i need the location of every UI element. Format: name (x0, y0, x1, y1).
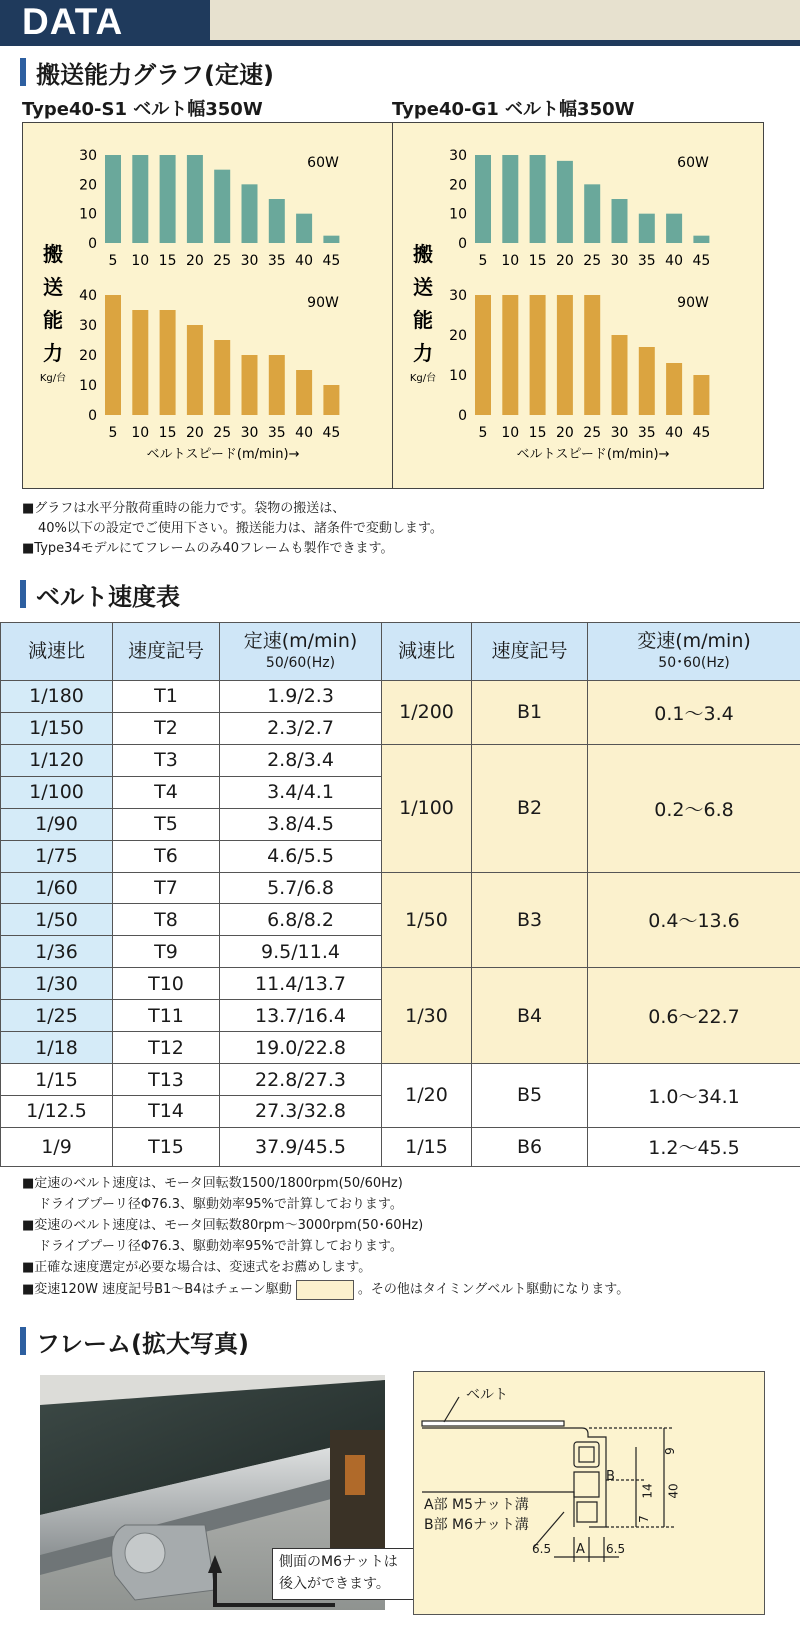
cell-ratio: 1/50 (1, 904, 113, 936)
y-tick-label: 0 (458, 408, 467, 424)
table-row (1, 872, 800, 904)
cell-ratio: 1/180 (1, 681, 113, 713)
table-note-2: ドライブプーリ径Φ76.3、駆動効率95%で計算しております。 (38, 1197, 403, 1212)
cell-ratio: 1/25 (1, 1000, 113, 1032)
x-tick-label: 10 (131, 425, 150, 441)
bar (557, 161, 573, 243)
frame-cross-section-diagram (413, 1371, 765, 1615)
y-tick-label: 40 (79, 288, 97, 304)
x-tick-label: 35 (637, 253, 656, 269)
th-fixed-sub: 50/60(Hz) (265, 654, 336, 671)
x-tick-label: 20 (555, 425, 574, 441)
x-tick-label: 30 (610, 253, 629, 269)
y-axis-label-char: 搬 (413, 242, 433, 266)
section-title: フレーム(拡大写真) (36, 1329, 249, 1358)
chart-panel-g1 (392, 122, 764, 489)
chart-svg-g1 (393, 123, 763, 488)
th-code: 速度記号 (113, 623, 220, 681)
bar (666, 363, 682, 415)
chart-svg-s1 (23, 123, 393, 488)
section-marker (20, 1327, 26, 1355)
bar (160, 310, 176, 415)
th-ratio2: 減速比 (382, 623, 472, 681)
header-underline (210, 40, 800, 46)
y-axis-label-char: 能 (43, 308, 63, 332)
bar (132, 155, 148, 243)
graph-note-3: ■Type34モデルにてフレームのみ40フレームも製作できます。 (22, 541, 394, 556)
y-tick-label: 10 (449, 368, 467, 384)
x-tick-label: 35 (637, 425, 656, 441)
cell-fixed-speed: 2.3/2.7 (220, 712, 382, 744)
bar (214, 170, 230, 243)
graph-note-2: 40%以下の設定でご使用下さい。搬送能力は、諸条件で変動します。 (38, 521, 443, 536)
cell-var-ratio: 1/15 (382, 1127, 472, 1166)
x-tick-label: 45 (692, 253, 711, 269)
bar (475, 295, 491, 415)
table-body (1, 681, 800, 1167)
x-tick-label: 5 (478, 425, 488, 441)
table-header-row (1, 623, 800, 681)
y-tick-label: 10 (79, 206, 97, 223)
bar (187, 325, 203, 415)
x-tick-label: 40 (665, 253, 684, 269)
mark-a: A (576, 1542, 585, 1557)
x-tick-label: 45 (322, 253, 341, 269)
x-tick-label: 15 (528, 253, 547, 269)
table-row (1, 744, 800, 776)
cell-fixed-speed: 6.8/8.2 (220, 904, 382, 936)
cell-fixed-speed: 3.8/4.5 (220, 808, 382, 840)
bar (666, 214, 682, 243)
th-fixed-label: 定速(m/min) (243, 629, 358, 652)
cell-ratio: 1/75 (1, 840, 113, 872)
bar (160, 155, 176, 243)
legend-note-before: ■変速120W 速度記号B1～B4はチェーン駆動 (22, 1282, 292, 1297)
legend-note-after: 。その他はタイミングベルト駆動になります。 (357, 1282, 630, 1297)
cell-fixed-speed: 27.3/32.8 (220, 1095, 382, 1127)
cell-code: T11 (113, 1000, 220, 1032)
x-tick-label: 40 (295, 425, 314, 441)
cell-code: T2 (113, 712, 220, 744)
cell-code: T3 (113, 744, 220, 776)
cell-code: T7 (113, 872, 220, 904)
y-tick-label: 30 (449, 148, 467, 164)
series-label: 60W (677, 155, 709, 171)
cell-ratio: 1/60 (1, 872, 113, 904)
section-title: 搬送能力グラフ(定速) (36, 60, 274, 89)
bar (323, 236, 339, 243)
bar (530, 155, 546, 243)
th-var-sub: 50･60(Hz) (658, 654, 730, 671)
section-heading-capacity (20, 56, 274, 88)
belt-label: ベルト (466, 1387, 508, 1403)
cell-code: T6 (113, 840, 220, 872)
cell-ratio: 1/100 (1, 776, 113, 808)
y-tick-label: 20 (449, 328, 467, 344)
bar (269, 355, 285, 415)
y-tick-label: 20 (79, 348, 97, 364)
dim-40: 40 (666, 1483, 681, 1499)
x-tick-label: 10 (131, 253, 150, 269)
bar (639, 214, 655, 243)
y-tick-label: 0 (88, 236, 97, 252)
x-axis-label: ベルトスピード(m/min)→ (516, 447, 670, 462)
dim-6-5-right: 6.5 (606, 1542, 626, 1556)
cell-code: T14 (113, 1095, 220, 1127)
th-fixed (220, 623, 382, 681)
y-tick-label: 0 (88, 408, 97, 424)
cell-code: T12 (113, 1032, 220, 1064)
x-tick-label: 35 (267, 253, 286, 269)
a-part-label: A部 M5ナット溝 (424, 1497, 529, 1513)
cell-var-range: 1.0～34.1 (588, 1064, 800, 1128)
y-axis-unit: Kg/台 (409, 373, 437, 384)
bar (105, 155, 121, 243)
y-tick-label: 30 (449, 288, 467, 304)
table-note-1: ■定速のベルト速度は、モータ回転数1500/1800rpm(50/60Hz) (22, 1176, 403, 1191)
bar (557, 295, 573, 415)
cell-ratio: 1/12.5 (1, 1095, 113, 1127)
cell-var-range: 0.2～6.8 (588, 744, 800, 872)
bar (323, 385, 339, 415)
x-tick-label: 20 (555, 253, 574, 269)
cell-code: T1 (113, 681, 220, 713)
panel-title-s1: Type40-S1 ベルト幅350W (22, 99, 263, 120)
cell-ratio: 1/30 (1, 968, 113, 1000)
cell-var-ratio: 1/20 (382, 1064, 472, 1128)
cell-fixed-speed: 37.9/45.5 (220, 1127, 382, 1166)
table-note-3: ■変速のベルト速度は、モータ回転数80rpm～3000rpm(50･60Hz) (22, 1218, 424, 1233)
cell-var-code: B6 (472, 1127, 588, 1166)
y-tick-label: 20 (449, 177, 467, 194)
series-label: 90W (307, 295, 339, 311)
page-title: DATA (22, 1, 124, 42)
th-var-label: 変速(m/min) (637, 629, 751, 652)
bar (502, 155, 518, 243)
x-tick-label: 5 (108, 253, 118, 269)
dim-7: 7 (636, 1515, 651, 1523)
table-row (1, 681, 800, 713)
cell-fixed-speed: 9.5/11.4 (220, 936, 382, 968)
th-ratio: 減速比 (1, 623, 113, 681)
bar (475, 155, 491, 243)
section-title: ベルト速度表 (36, 582, 180, 611)
cell-fixed-speed: 22.8/27.3 (220, 1064, 382, 1096)
page-header (0, 0, 800, 46)
mark-b: B (606, 1469, 615, 1484)
cell-var-range: 1.2～45.5 (588, 1127, 800, 1166)
section-marker (20, 580, 26, 608)
cell-var-range: 0.6～22.7 (588, 968, 800, 1064)
x-tick-label: 15 (158, 253, 177, 269)
bar (269, 199, 285, 243)
y-axis-label-char: 送 (413, 275, 433, 299)
th-var (588, 623, 800, 681)
cell-ratio: 1/15 (1, 1064, 113, 1096)
bar (693, 375, 709, 415)
x-tick-label: 45 (692, 425, 711, 441)
series-label: 90W (677, 295, 709, 311)
y-tick-label: 10 (449, 206, 467, 223)
cell-ratio: 1/120 (1, 744, 113, 776)
cell-var-ratio: 1/100 (382, 744, 472, 872)
chain-drive-swatch (296, 1280, 354, 1300)
b-part-label: B部 M6ナット溝 (424, 1517, 529, 1533)
series-label: 60W (307, 155, 339, 171)
dim-14: 14 (640, 1483, 655, 1499)
bar (612, 199, 628, 243)
cell-code: T4 (113, 776, 220, 808)
cell-fixed-speed: 13.7/16.4 (220, 1000, 382, 1032)
th-code2: 速度記号 (472, 623, 588, 681)
m6-nut-callout (272, 1548, 422, 1600)
y-tick-label: 0 (458, 236, 467, 252)
chart-panel-s1 (22, 122, 394, 489)
x-tick-label: 20 (185, 425, 204, 441)
y-tick-label: 10 (79, 378, 97, 394)
callout-line-1: 側面のM6ナットは (279, 1554, 398, 1570)
panel-title-g1: Type40-G1 ベルト幅350W (392, 99, 635, 120)
x-tick-label: 30 (240, 253, 259, 269)
x-tick-label: 5 (108, 425, 118, 441)
bar (105, 295, 121, 415)
cell-fixed-speed: 2.8/3.4 (220, 744, 382, 776)
callout-line-2: 後入ができます。 (279, 1576, 390, 1592)
cell-var-range: 0.4～13.6 (588, 872, 800, 968)
bar (639, 347, 655, 415)
cell-code: T9 (113, 936, 220, 968)
cell-fixed-speed: 5.7/6.8 (220, 872, 382, 904)
y-axis-label-char: 搬 (43, 242, 63, 266)
x-tick-label: 25 (583, 425, 602, 441)
y-tick-label: 20 (79, 177, 97, 194)
cell-code: T10 (113, 968, 220, 1000)
table-note-legend (22, 1278, 629, 1300)
bar (296, 214, 312, 243)
cell-code: T8 (113, 904, 220, 936)
dim-9: 9 (662, 1447, 677, 1455)
bar (612, 335, 628, 415)
cell-var-range: 0.1～3.4 (588, 681, 800, 745)
x-tick-label: 25 (583, 253, 602, 269)
bar (530, 295, 546, 415)
y-tick-label: 30 (79, 318, 97, 334)
cell-var-code: B5 (472, 1064, 588, 1128)
cell-ratio: 1/90 (1, 808, 113, 840)
table-row (1, 968, 800, 1000)
bar (132, 310, 148, 415)
cell-var-ratio: 1/50 (382, 872, 472, 968)
cell-fixed-speed: 3.4/4.1 (220, 776, 382, 808)
graph-note-1: ■グラフは水平分散荷重時の能力です。袋物の搬送は、 (22, 501, 346, 516)
x-tick-label: 15 (158, 425, 177, 441)
section-marker (20, 58, 26, 86)
x-axis-label: ベルトスピード(m/min)→ (146, 447, 300, 462)
cell-var-code: B4 (472, 968, 588, 1064)
section-heading-frame (20, 1325, 249, 1357)
y-axis-label-char: 力 (43, 341, 63, 365)
x-tick-label: 30 (240, 425, 259, 441)
table-note-5: ■正確な速度選定が必要な場合は、変速式をお薦めします。 (22, 1260, 372, 1275)
x-tick-label: 30 (610, 425, 629, 441)
x-tick-label: 25 (213, 253, 232, 269)
x-tick-label: 15 (528, 425, 547, 441)
bar (296, 370, 312, 415)
y-axis-label-char: 能 (413, 308, 433, 332)
cell-var-code: B1 (472, 681, 588, 745)
bar (502, 295, 518, 415)
x-tick-label: 45 (322, 425, 341, 441)
x-tick-label: 35 (267, 425, 286, 441)
y-axis-label-char: 送 (43, 275, 63, 299)
cell-code: T5 (113, 808, 220, 840)
x-tick-label: 10 (501, 253, 520, 269)
table-row (1, 1127, 800, 1166)
y-axis-unit: Kg/台 (39, 373, 67, 384)
cell-code: T15 (113, 1127, 220, 1166)
cell-fixed-speed: 11.4/13.7 (220, 968, 382, 1000)
x-tick-label: 40 (295, 253, 314, 269)
cell-ratio: 1/36 (1, 936, 113, 968)
cell-ratio: 1/9 (1, 1127, 113, 1166)
x-tick-label: 25 (213, 425, 232, 441)
cell-var-ratio: 1/200 (382, 681, 472, 745)
y-tick-label: 30 (79, 148, 97, 164)
table-row (1, 1064, 800, 1096)
bar (242, 355, 258, 415)
cell-fixed-speed: 4.6/5.5 (220, 840, 382, 872)
bar (214, 340, 230, 415)
x-tick-label: 40 (665, 425, 684, 441)
x-tick-label: 5 (478, 253, 488, 269)
cell-ratio: 1/150 (1, 712, 113, 744)
bar (187, 155, 203, 243)
x-tick-label: 10 (501, 425, 520, 441)
y-axis-label-char: 力 (413, 341, 433, 365)
bar (693, 236, 709, 243)
cell-fixed-speed: 19.0/22.8 (220, 1032, 382, 1064)
cell-var-ratio: 1/30 (382, 968, 472, 1064)
section-heading-speed-table (20, 578, 180, 610)
cell-var-code: B3 (472, 872, 588, 968)
cell-fixed-speed: 1.9/2.3 (220, 681, 382, 713)
cell-code: T13 (113, 1064, 220, 1096)
cell-ratio: 1/18 (1, 1032, 113, 1064)
belt-speed-table (0, 622, 800, 1167)
x-tick-label: 20 (185, 253, 204, 269)
bar (584, 184, 600, 243)
bar (584, 295, 600, 415)
dim-6-5-left: 6.5 (532, 1542, 552, 1556)
table-note-4: ドライブプーリ径Φ76.3、駆動効率95%で計算しております。 (38, 1239, 403, 1254)
bar (242, 184, 258, 243)
cell-var-code: B2 (472, 744, 588, 872)
